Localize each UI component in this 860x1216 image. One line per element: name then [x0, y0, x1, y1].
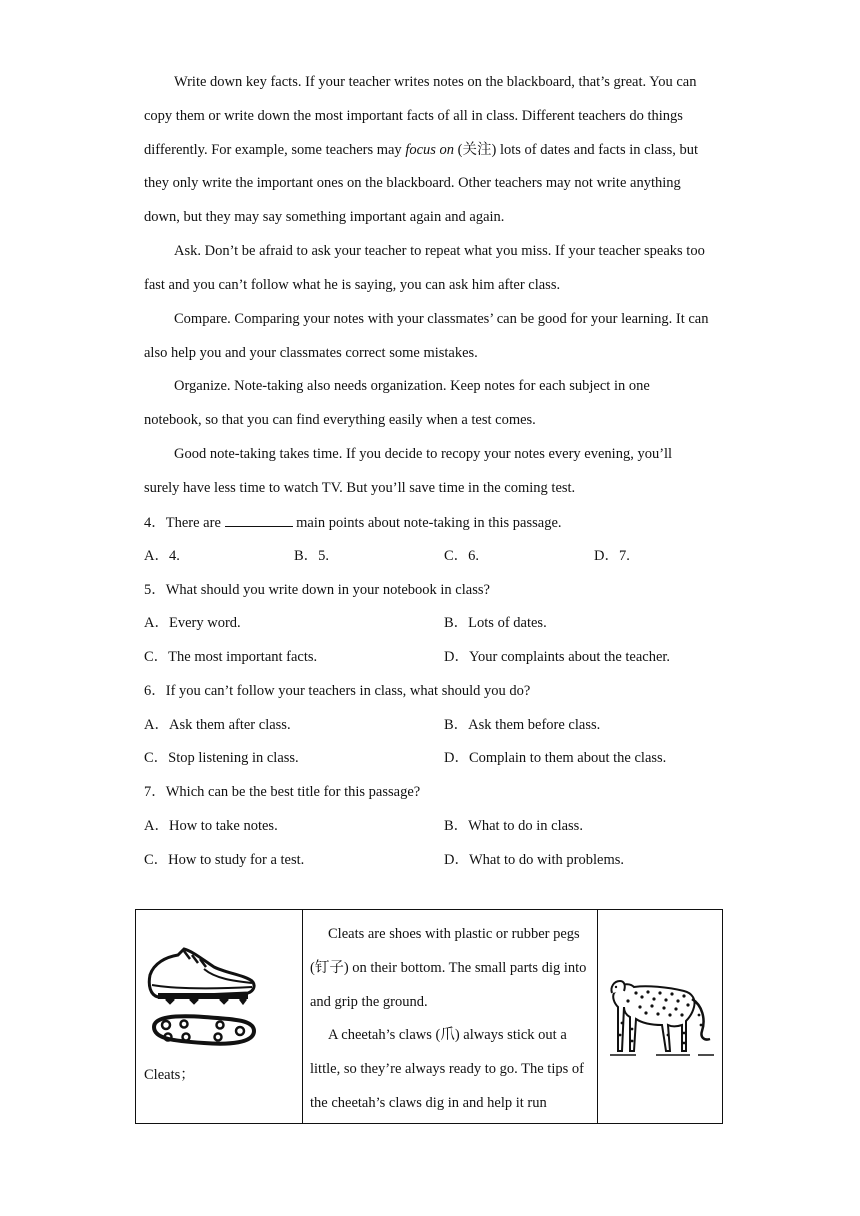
- question-4-option-c: C．6.: [444, 548, 480, 564]
- question-6-option-d: D．Complain to them about the class.: [444, 750, 667, 766]
- table-column-divider: [597, 910, 598, 1123]
- question-7-stem: 7．Which can be the best title for this passage?: [144, 784, 421, 800]
- question-7-option-b: B．What to do in class.: [444, 818, 583, 834]
- paragraph-1-rest: (关注) lots of dates and facts in class, but they only write the important ones on the blackboard. Other teachers may not write anything down, but they may say something important again and again.: [144, 141, 699, 226]
- cheetah-description: A cheetah’s claws (爪) always stick out a little, so they’re always ready to go. The tips of the cheetah’s claws dig in and help it run: [310, 1027, 584, 1111]
- cleats-description: Cleats are shoes with plastic or rubber pegs (钉子) on their bottom. The small parts dig into and grip the ground.: [310, 926, 587, 1010]
- question-6-option-b: B．Ask them before class.: [444, 717, 601, 733]
- passage-paragraph-1: [144, 66, 710, 235]
- question-4-option-d: D．7.: [594, 548, 630, 564]
- cleat-shoe-icon: [144, 945, 259, 1057]
- cleats-label: Cleats；: [144, 1067, 195, 1083]
- question-4-stem-end: main points about note-taking in this passage.: [292, 515, 562, 531]
- paragraph-1-text: Write down key facts. If your teacher writes notes on the blackboard, that’s great. You can copy them or write down the most important facts of all in class. Different teachers do things differently. For example, some teachers may: [144, 74, 697, 158]
- question-4-option-b: B．5.: [294, 548, 330, 564]
- answer-blank: [225, 512, 293, 527]
- question-5-stem: 5．What should you write down in your notebook in class?: [144, 582, 490, 598]
- question-6-option-c: C．Stop listening in class.: [144, 750, 299, 766]
- question-7-option-d: D．What to do with problems.: [444, 852, 625, 868]
- table-column-divider: [302, 910, 303, 1123]
- question-4-stem-start: 4．There are: [144, 515, 225, 531]
- question-4-option-a: A．4.: [144, 548, 180, 564]
- passage-paragraph-5: Good note-taking takes time. If you decide to recopy your notes every evening, you’ll surely have less time to watch TV. But you’ll save time in the coming test.: [144, 446, 673, 496]
- question-4-stem: [144, 512, 562, 533]
- table-middle-cell: [310, 918, 590, 1121]
- question-6-stem: 6．If you can’t follow your teachers in class, what should you do?: [144, 683, 531, 699]
- italic-term: focus on: [405, 141, 455, 158]
- passage-paragraph-4: Organize. Note-taking also needs organization. Keep notes for each subject in one notebook, so that you can find everything easily when a test comes.: [144, 378, 650, 428]
- question-5-option-b: B．Lots of dates.: [444, 615, 547, 631]
- passage-paragraph-2: Ask. Don’t be afraid to ask your teacher to repeat what you miss. If your teacher speaks too fast and you can’t follow what he is saying, you can ask him after class.: [144, 243, 705, 293]
- question-5-option-c: C．The most important facts.: [144, 649, 318, 665]
- question-7-option-c: C．How to study for a test.: [144, 852, 305, 868]
- question-7-option-a: A．How to take notes.: [144, 818, 278, 834]
- cheetah-icon: [606, 975, 716, 1061]
- question-6-option-a: A．Ask them after class.: [144, 717, 291, 733]
- passage-paragraph-3: Compare. Comparing your notes with your classmates’ can be good for your learning. It can also help you and your classmates correct some mistakes.: [144, 311, 709, 361]
- question-5-option-a: A．Every word.: [144, 615, 241, 631]
- question-5-option-d: D．Your complaints about the teacher.: [444, 649, 671, 665]
